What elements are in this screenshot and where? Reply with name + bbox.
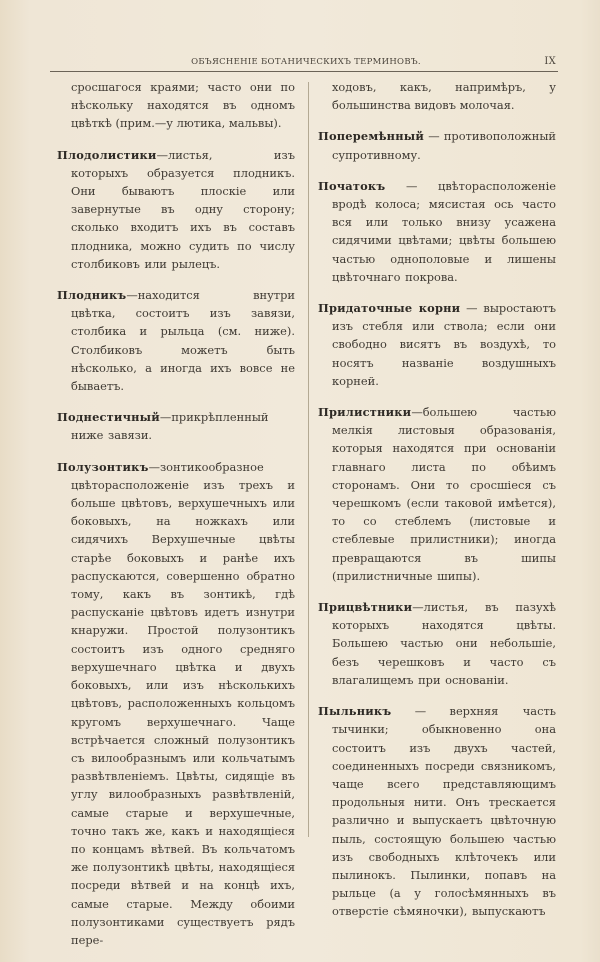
running-header [56,57,556,71]
glossary-entry [318,598,556,689]
entry-dash: — [159,410,172,425]
entry-dash: — [385,178,439,193]
entry-definition: цвѣторасположеніе вродѣ колоса; мясистая ось часто вся или только внизу усажена сидячими цвѣтами; цвѣты большею частью однополовые и лишены цвѣточнаго покрова. [332,178,556,284]
entry-term: Плодолистики [57,147,157,162]
entry-definition: выростаютъ изъ стебля или ствола; если они свободно висятъ въ воздухѣ, то носятъ названіе воздушныхъ корней. [332,301,556,388]
entry-term: Початокъ [318,178,386,193]
entry-definition: находится внутри цвѣтка, состоитъ изъ завязи, столбика и рыльца (см. ниже). Столбиковъ можетъ быть нѣсколько, а иногда ихъ вовсе не бываетъ. [71,288,295,394]
glossary-entry [318,299,556,390]
glossary-entry [318,702,556,920]
entry-term: Придаточные корни [318,301,461,316]
entry-definition: листья, въ пазухѣ которыхъ находятся цвѣты. Большею частью они небольшіе, безъ черешковъ и часто съ влагалищемъ при основаніи. [332,600,556,687]
entry-definition: верхняя часть тычинки; обыкновенно она состоитъ изъ двухъ частей, соединенныхъ посреди связникомъ, чаще всего представляющимъ продольныя нити. Онъ трескается различно и выпускаетъ цвѣточную пыль, состоящую большею частью изъ свободныхъ клѣточекъ или пылинокъ. Пылинки, попавъ на рыльце (а у голосѣмянныхъ въ отверстіе сѣмяночки), выпускаютъ [332,704,556,919]
entry-dash: — [460,301,484,316]
entry-dash: — [411,405,423,420]
entry-definition: листья, изъ которыхъ образуется плодникъ. Они бываютъ плоскіе или завернутые въ одну сторону; сколько входитъ ихъ въ составъ плодника, можно судить по числу столбиковъ или рылецъ. [71,147,295,271]
entry-dash: — [148,459,160,474]
entry-term: Полузонтикъ [57,459,149,474]
entry-term: Поднестичный [57,410,160,425]
entry-term: Прилистники [318,405,412,420]
entry-term: Поперемѣнный [318,129,424,144]
continuation-text: сросшагося краями; часто они по нѣскольку находятся въ одномъ цвѣткѣ (прим.—у лютика, мальвы). [71,80,295,131]
entry-dash: — [391,704,450,719]
entry-term: Пыльникъ [318,704,392,719]
entry-dash: — [424,129,444,144]
glossary-entry [57,286,295,395]
continuation-text: ходовъ, какъ, напримѣръ, у большинства видовъ молочая. [332,80,556,113]
entry-term: Прицвѣтники [318,600,413,615]
header-rule [50,71,558,72]
column-divider [308,82,309,837]
entry-definition: большею частью мелкія листовыя образованія, которыя находятся при основаніи главнаго листа по обѣимъ сторонамъ. Они то сросшіеся съ черешкомъ (если таковой имѣется), то со стеблемъ (листовые и стеблевые прилистники); иногда превращаются въ шипы (прилистничные шипы). [332,405,556,583]
glossary-entry [57,146,295,273]
entry-definition: противоположный супротивному. [332,129,556,162]
glossary-entry [318,177,556,286]
running-title: ОБЪЯСНЕНІЕ БОТАНИЧЕСКИХЪ ТЕРМИНОВЪ. [191,57,421,67]
page-number: IX [544,56,556,67]
entry-definition: зонтикообразное цвѣторасположеніе изъ трехъ и больше цвѣтовъ, верхушечныхъ или боковыхъ, на ножкахъ или сидячихъ Верхушечные цвѣты старѣе боковыхъ и ранѣе ихъ распускаются, совершенно обратно тому, какъ въ зонтикѣ, гдѣ распусканіе цвѣтовъ идетъ изнутри кнаружи. Простой полузонтикъ состоитъ изъ одного средняго верхушечнаго цвѣтка и двухъ боковыхъ, или изъ нѣсколькихъ цвѣтовъ, расположенныхъ кольцомъ кругомъ верхушечнаго. Чаще встрѣчается сложный полузонтикъ съ вилообразнымъ или кольчатымъ развѣтвленіемъ. Цвѣты, сидящіе въ углу вилообразныхъ развѣтвленій, самые старые и верхушечные, точно такъ же, какъ и находящіеся по концамъ вѣтвей. Въ кольчатомъ же полузонтикѣ цвѣты, находящіеся посреди вѣтвей и на концѣ ихъ, самые старые. Между обоими полузонтиками существуетъ рядъ пере- [71,459,296,947]
glossary-entry [57,408,295,444]
entry-dash: — [126,288,138,303]
entry-term: Плодникъ [57,288,127,303]
glossary-entry [318,403,556,585]
glossary-entry [318,127,556,163]
left-column [57,78,295,962]
entry-dash: — [156,147,168,162]
right-column [318,78,556,934]
entry-definition: прикрѣпленный ниже завязи. [71,410,269,443]
glossary-entry [57,458,295,949]
entry-dash: — [412,600,424,615]
